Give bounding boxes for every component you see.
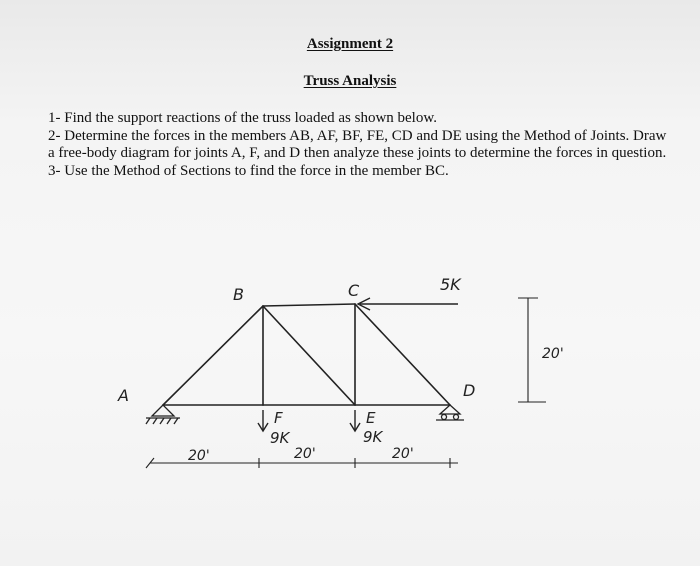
section-title: Truss Analysis xyxy=(303,73,397,89)
joint-label-e: E xyxy=(366,409,376,427)
dimension-label-height: 20' xyxy=(542,346,564,362)
load-label-e: 9K xyxy=(363,428,383,446)
joint-label-c: C xyxy=(348,281,360,300)
load-label-horizontal: 5K xyxy=(440,275,461,294)
roller-support-d xyxy=(436,405,464,420)
assignment-title: Assignment 2 xyxy=(306,36,394,52)
question-2: 2- Determine the forces in the members AB, AF, BF, FE, CD and DE using the Method of Joints. Draw a free-body diagram for joints A, F, and D then analyze these joints to determine the forces in question. xyxy=(48,127,667,161)
joint-label-f: F xyxy=(274,409,283,427)
member-be xyxy=(263,306,355,405)
question-3: 3- Use the Method of Sections to find the force in the member BC. xyxy=(48,162,449,179)
member-cd xyxy=(355,304,450,405)
member-ab xyxy=(163,306,263,405)
load-arrow-f xyxy=(258,410,268,431)
joint-label-a: A xyxy=(118,386,129,405)
dimension-label-span-1: 20' xyxy=(188,448,210,464)
pin-support-a xyxy=(146,405,180,424)
horizontal-load-arrow xyxy=(358,298,458,310)
load-arrow-e xyxy=(350,410,360,431)
question-1: 1- Find the support reactions of the truss loaded as shown below. xyxy=(48,110,437,126)
joint-label-d: D xyxy=(463,381,476,400)
dimension-label-span-3: 20' xyxy=(392,446,414,462)
dimension-label-span-2: 20' xyxy=(294,446,316,462)
load-label-f: 9K xyxy=(270,429,290,447)
joint-label-b: B xyxy=(233,285,244,304)
member-bc xyxy=(263,304,355,306)
